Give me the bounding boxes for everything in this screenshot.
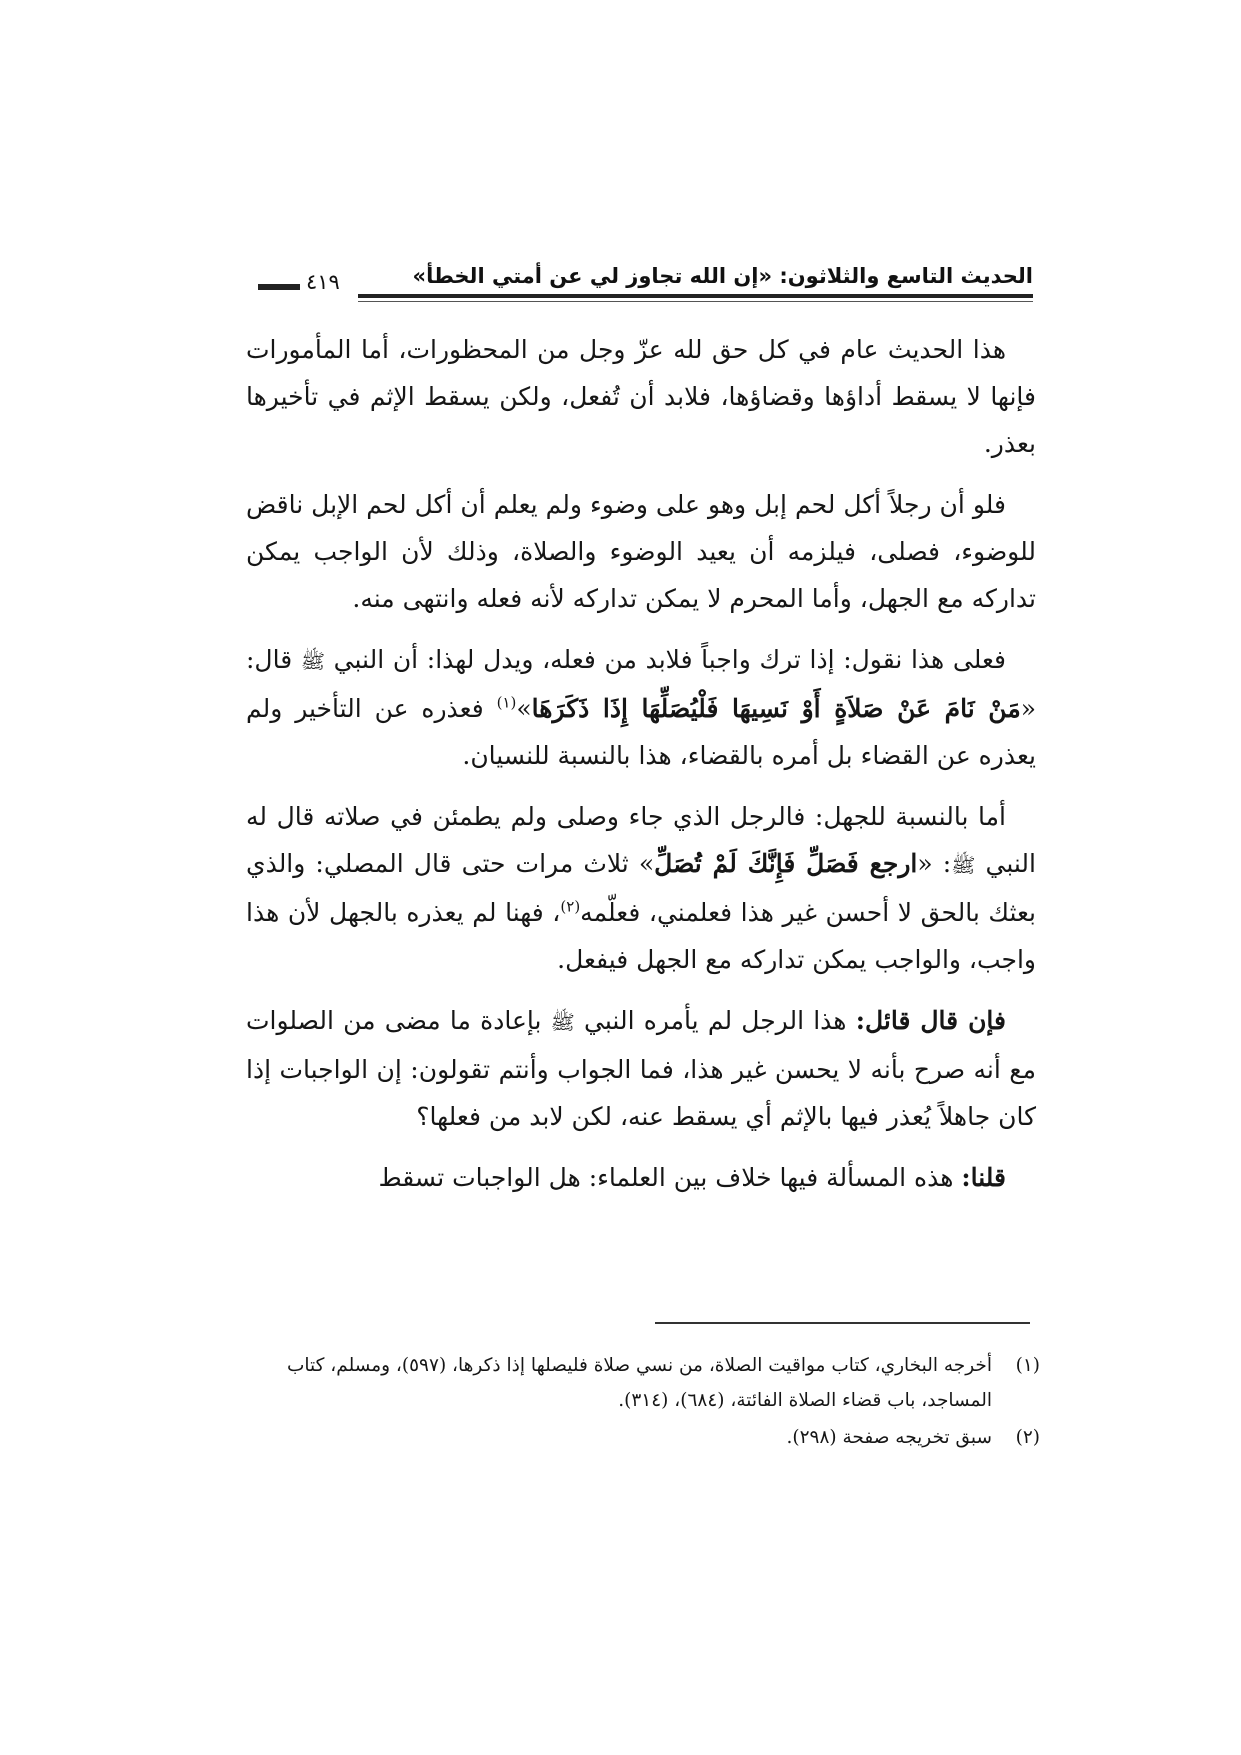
footnote-text: سبق تخريجه صفحة (٢٩٨). [786, 1427, 992, 1448]
footnote-1 [250, 1348, 1040, 1418]
footnote-number: (٢) [1015, 1427, 1040, 1448]
paragraph-text: فعذره عن التأخير ولم يعذره عن القضاء بل أمره بالقضاء، هذا بالنسبة للنسيان. [246, 694, 1036, 770]
paragraph-text: بإعادة ما مضى من الصلوات مع أنه صرح بأنه لا يحسن غير هذا، فما الجواب وأنتم تقولون: إن الواجبات إذا كان جاهلاً يُعذر فيها بالإثم أي يسقط عنه، لكن لابد من فعلها؟ [246, 1006, 1036, 1131]
paragraph-lead: قلنا: [961, 1163, 1006, 1192]
footnotes [250, 1348, 1040, 1457]
page-number-dash [258, 284, 300, 290]
page-header [258, 262, 1033, 306]
header-rule-thin [358, 301, 1033, 302]
footnote-number: (١) [1015, 1355, 1040, 1376]
salawat-glyph: ﷺ [951, 853, 976, 877]
paragraph-2 [246, 481, 1036, 622]
hadith-quote: مَنْ نَامَ عَنْ صَلاَةٍ أَوْ نَسِيهَا فَلْيُصَلِّهَا إِذَا ذَكَرَهَا [531, 694, 1021, 723]
paragraph-text: ثلاث مرات حتى قال المصلي: والذي بعثك بالحق لا أحسن غير هذا فعلمني، فعلّمه [246, 849, 1037, 927]
footnote-marker[interactable]: (١) [496, 693, 517, 712]
paragraph-text: قال: « [246, 645, 1037, 723]
paragraph-1 [246, 326, 1036, 467]
paragraph-text: هذه المسألة فيها خلاف بين العلماء: هل الواجبات تسقط [378, 1163, 954, 1192]
paragraph-lead: فإن قال قائل: [855, 1006, 1006, 1035]
header-rule [358, 294, 1033, 298]
quote-close: » [638, 849, 655, 878]
footnote-marker[interactable]: (٢) [560, 897, 581, 916]
paragraph-text: : « [917, 849, 952, 878]
footnote-separator [655, 1322, 1030, 1324]
paragraph-3 [246, 636, 1036, 779]
paragraph-6 [246, 1154, 1036, 1201]
paragraph-5 [246, 997, 1036, 1140]
footnote-2 [250, 1420, 1040, 1455]
salawat-glyph: ﷺ [550, 1010, 575, 1034]
paragraph-text: فعلى هذا نقول: إذا ترك واجباً فلابد من فعله، ويدل لهذا: أن النبي [333, 645, 1007, 674]
running-title: الحديث التاسع والثلاثون: «إن الله تجاوز لي عن أمتي الخطأ» [412, 264, 1033, 288]
paragraph-text: هذا الحديث عام في كل حق لله عزّ وجل من المحظورات، أما المأمورات فإنها لا يسقط أداؤها وقضاؤها، فلابد أن تُفعل، ولكن يسقط الإثم في تأخيرها بعذر. [246, 335, 1036, 458]
paragraph-4 [246, 793, 1036, 983]
paragraph-text: هذا الرجل لم يأمره النبي [584, 1006, 847, 1035]
paragraph-text: أما بالنسبة للجهل: فالرجل الذي جاء وصلى ولم يطمئن في صلاته قال له النبي [246, 802, 1036, 878]
page-number: ٤١٩ [306, 270, 340, 294]
hadith-quote: ارجع فَصَلِّ فَإِنَّكَ لَمْ تُصَلِّ [654, 849, 918, 878]
quote-close: » [516, 694, 532, 723]
paragraph-text: ، فهنا لم يعذره بالجهل لأن هذا واجب، والواجب يمكن تداركه مع الجهل فيفعل. [246, 898, 1036, 974]
salawat-glyph: ﷺ [300, 649, 325, 673]
footnote-text: أخرجه البخاري، كتاب مواقيت الصلاة، من نسي صلاة فليصلها إذا ذكرها، (٥٩٧)، ومسلم، كتاب المساجد، باب قضاء الصلاة الفائتة، (٦٨٤)، (٣١٤). [286, 1355, 992, 1411]
paragraph-text: فلو أن رجلاً أكل لحم إبل وهو على وضوء ولم يعلم أن أكل لحم الإبل ناقض للوضوء، فصلى، فيلزمه أن يعيد الوضوء والصلاة، وذلك لأن الواجب يمكن تداركه مع الجهل، وأما المحرم لا يمكن تداركه لأنه فعله وانتهى منه. [246, 490, 1036, 613]
body-text [246, 326, 1036, 1215]
